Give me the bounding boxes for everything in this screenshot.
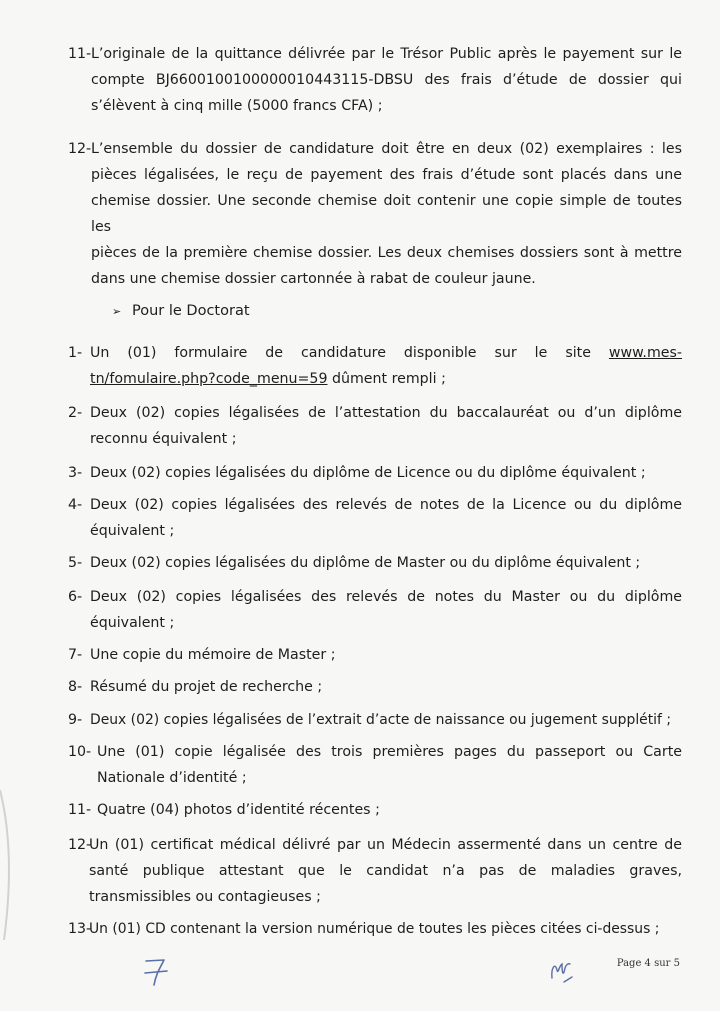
handwritten-signature-mark	[546, 958, 576, 988]
scan-edge-shadow	[0, 790, 14, 940]
item-text-line: Deux (02) copies légalisées des relevés de notes de la Licence ou du diplôme	[90, 497, 682, 513]
item-text-line: Deux (02) copies légalisées de l’attestation du baccalauréat ou d’un diplôme	[90, 405, 682, 421]
item-text-line: Deux (02) copies légalisées du diplôme de Licence ou du diplôme équivalent ;	[90, 465, 646, 481]
item-text-line: dans une chemise dossier cartonnée à rabat de couleur jaune.	[91, 271, 536, 287]
item-number: 5-	[68, 555, 83, 571]
item-number: 13-	[68, 921, 92, 937]
item-text-line	[90, 340, 682, 366]
item-number: 6-	[68, 589, 83, 605]
page-number: Page 4 sur 5	[616, 958, 680, 969]
section-heading-label: Pour le Doctorat	[132, 303, 250, 319]
item-text: Un (01) formulaire de candidature disponible sur le site	[90, 345, 591, 361]
item-text-line: Quatre (04) photos d’identité récentes ;	[97, 802, 380, 818]
item-number: 11-	[68, 46, 92, 62]
previous-item-11	[68, 41, 682, 119]
item-text-line: santé publique attestant que le candidat n’a pas de maladies graves,	[89, 863, 682, 879]
item-text-line: pièces légalisées, le reçu de payement des frais d’étude sont placés dans une	[91, 167, 682, 183]
handwritten-initial-mark	[140, 954, 174, 988]
item-text-line: équivalent ;	[90, 523, 175, 539]
doctorat-item-8	[68, 674, 682, 700]
item-text-line: compte BJ6600100100000010443115-DBSU des frais d’étude de dossier qui	[91, 72, 682, 88]
item-number: 10-	[68, 744, 92, 760]
item-text-line: Un (01) CD contenant la version numérique de toutes les pièces citées ci-dessus ;	[89, 921, 660, 937]
website-link-continued[interactable]: tn/fomulaire.php?code_menu=59	[90, 371, 328, 387]
doctorat-item-9	[68, 707, 682, 733]
item-text-line: Deux (02) copies légalisées du diplôme de Master ou du diplôme équivalent ;	[90, 555, 641, 571]
item-text-line: Deux (02) copies légalisées de l’extrait d’acte de naissance ou jugement supplétif ;	[90, 712, 672, 728]
item-number: 2-	[68, 405, 83, 421]
item-number: 12-	[68, 837, 92, 853]
item-text: dûment rempli ;	[327, 371, 446, 387]
doctorat-item-10	[68, 739, 682, 791]
item-number: 3-	[68, 465, 83, 481]
item-number: 7-	[68, 647, 83, 663]
item-text-line: Nationale d’identité ;	[97, 770, 247, 786]
item-text-line: Un (01) certificat médical délivré par un Médecin assermenté dans un centre de	[89, 837, 682, 853]
item-text-line: équivalent ;	[90, 615, 175, 631]
item-text-line: Une copie du mémoire de Master ;	[90, 647, 336, 663]
item-text-line: L’ensemble du dossier de candidature doit être en deux (02) exemplaires : les	[91, 141, 682, 157]
item-text-line: s’élèvent à cinq mille (5000 francs CFA) ;	[91, 98, 383, 114]
item-number: 8-	[68, 679, 83, 695]
doctorat-item-1	[68, 340, 682, 392]
website-link[interactable]: www.mes-	[608, 345, 682, 361]
doctorat-item-4	[68, 492, 682, 544]
previous-item-12	[68, 136, 682, 292]
section-heading-doctorat	[112, 299, 250, 324]
item-text-line: transmissibles ou contagieuses ;	[89, 889, 321, 905]
item-number: 4-	[68, 497, 83, 513]
item-number: 12-	[68, 141, 92, 157]
item-text-line: Deux (02) copies légalisées des relevés de notes du Master ou du diplôme	[90, 589, 682, 605]
doctorat-item-2	[68, 400, 682, 452]
doctorat-item-3	[68, 460, 682, 486]
item-number: 11-	[68, 802, 92, 818]
item-number: 1-	[68, 345, 83, 361]
item-text-line: reconnu équivalent ;	[90, 431, 237, 447]
doctorat-item-12	[68, 832, 682, 910]
item-text-line: chemise dossier. Une seconde chemise doit contenir une copie simple de toutes les	[91, 193, 682, 235]
arrow-bullet-icon: ➢	[112, 305, 122, 318]
item-text-line: pièces de la première chemise dossier. Les deux chemises dossiers sont à mettre	[91, 245, 682, 261]
item-text-line: L’originale de la quittance délivrée par le Trésor Public après le payement sur le	[91, 46, 682, 62]
item-number: 9-	[68, 712, 83, 728]
item-text-line: Une (01) copie légalisée des trois premières pages du passeport ou Carte	[97, 744, 682, 760]
doctorat-item-13	[68, 916, 682, 942]
item-text-line: Résumé du projet de recherche ;	[90, 679, 323, 695]
doctorat-item-6	[68, 584, 682, 636]
doctorat-item-11	[68, 797, 682, 823]
item-text-line	[90, 366, 682, 392]
doctorat-item-7	[68, 642, 682, 668]
doctorat-item-5	[68, 550, 682, 576]
